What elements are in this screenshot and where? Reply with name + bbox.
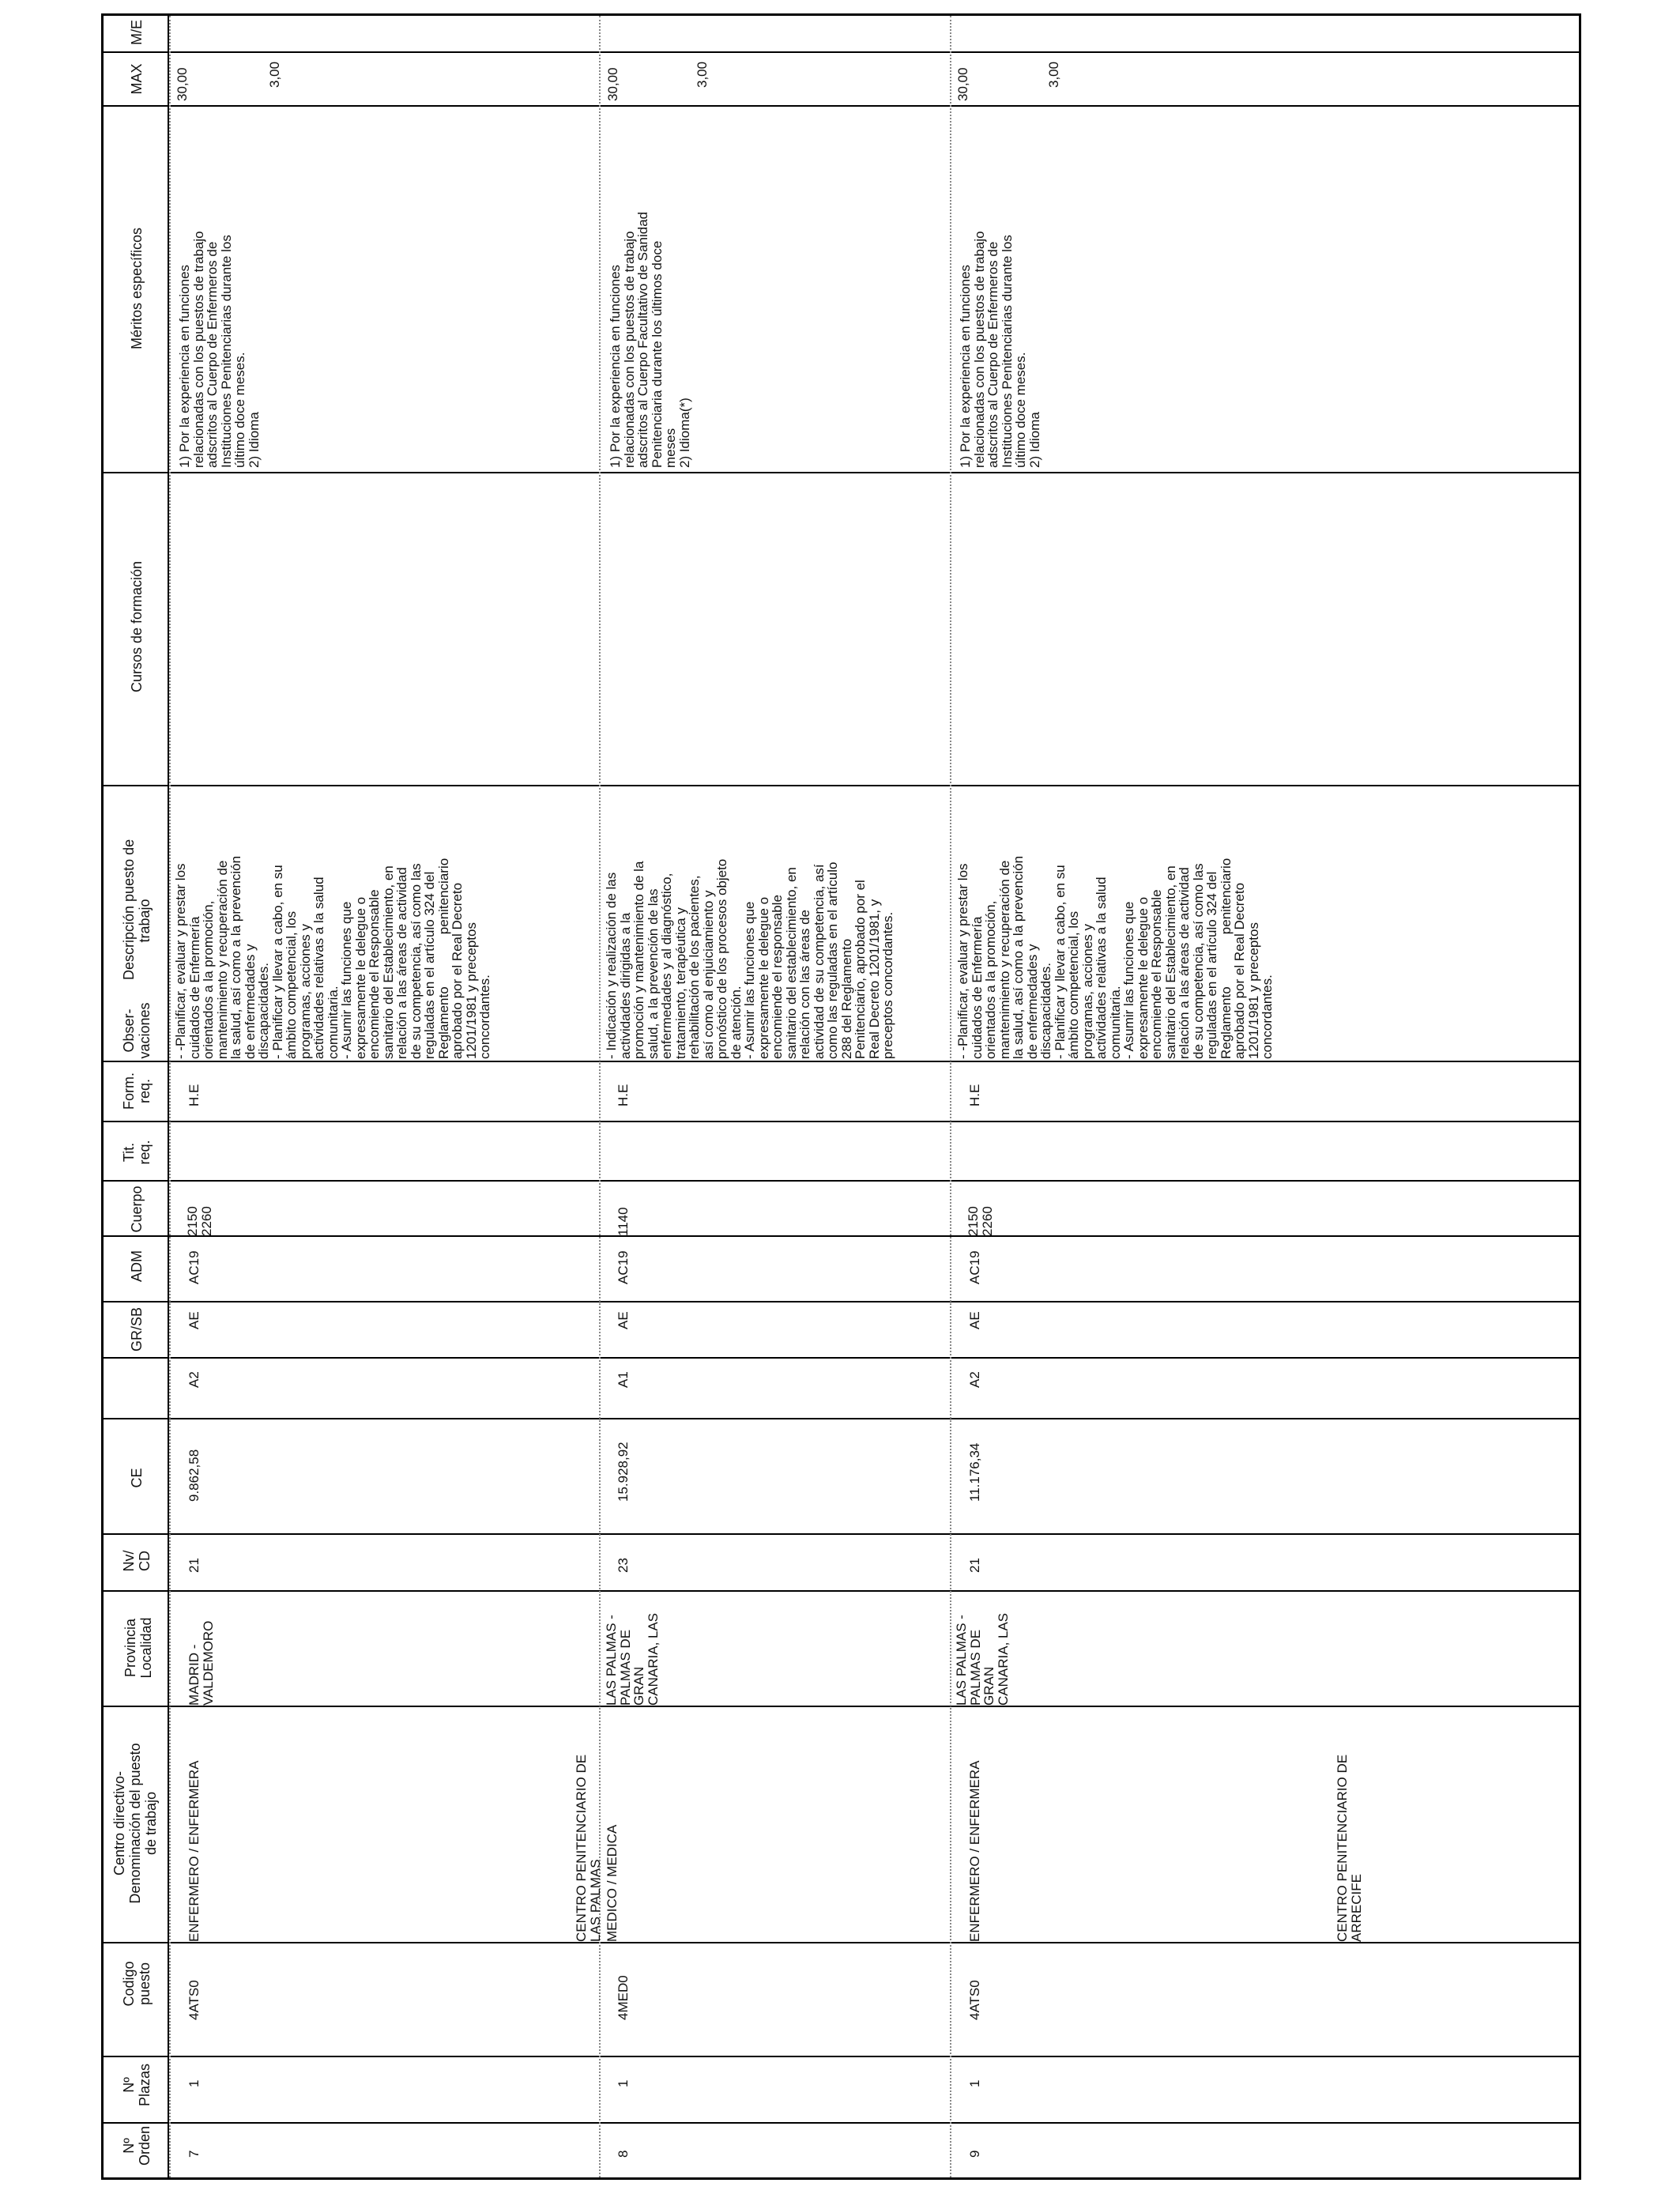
cell-ce: 9.862,58 [186, 1449, 202, 1502]
cell-orden: 9 [967, 2150, 982, 2158]
header-obs: Obser- vaciones [121, 1002, 153, 1059]
rule [101, 2177, 1580, 2180]
rule [101, 51, 1580, 53]
cell-cuerpo: AC19 [186, 1250, 202, 1284]
cell-provincia: LAS PALMAS - PALMAS DE GRAN CANARIA, LAS [954, 1612, 1011, 1706]
cell-tit: 2150 2260 [185, 1206, 214, 1236]
cell-cuerpo: AC19 [967, 1250, 982, 1284]
cell-obs: H.E [967, 1084, 982, 1106]
cell-centro: CENTRO PENITENCIARIO DE LAS PALMAS [574, 1754, 603, 1942]
header-tit: Tit. req. [121, 1140, 153, 1165]
header-plazas: Nº Plazas [121, 2063, 153, 2107]
cell-max: 30,00 [955, 67, 970, 101]
row-separator [950, 16, 951, 2177]
rule [1579, 13, 1581, 2180]
cell-ce: 11.176,34 [967, 1442, 982, 1502]
header-me: M/E [129, 19, 145, 45]
header-provincia: Provincia Localidad [122, 1617, 154, 1679]
cell-denominacion: ENFERMERO / ENFERMERA [186, 1760, 202, 1942]
rule [101, 1418, 1580, 1419]
header-cuerpo: Cuerpo [129, 1186, 145, 1233]
rule [101, 472, 1580, 473]
cell-meritos: 1) Por la experiencia en funciones relacionadas con los puestos de trabajo adscritos al Cuerpo de Enfermeros de Instituciones Penitenciarias durante los último doce meses. 2) Idioma [958, 231, 1042, 468]
rule [101, 13, 104, 2180]
header-grupo: GR/SB [129, 1307, 145, 1352]
rule [101, 1706, 1580, 1707]
row-separator [169, 16, 171, 2177]
header-centro: Centro directivo- Denominación del puesto de trabajo [111, 1743, 159, 1904]
cell-grupo: A2 [186, 1371, 202, 1388]
cell-denominacion: MEDICO / MEDICA [605, 1824, 620, 1942]
rule [101, 1301, 1580, 1302]
cell-codigo: 4MED0 [616, 1975, 631, 2020]
cell-provincia: LAS PALMAS - PALMAS DE GRAN CANARIA, LAS [604, 1612, 661, 1706]
cell-tit: 1140 [616, 1207, 631, 1236]
header-form: Form. req. [121, 1072, 153, 1110]
rule [101, 1121, 1580, 1122]
cell-plazas: 1 [186, 2079, 202, 2087]
cell-meritos: 1) Por la experiencia en funciones relacionadas con los puestos de trabajo adscritos al Cuerpo de Enfermeros de Instituciones Penitenciarias durante los último doce meses. 2) Idioma [177, 231, 262, 468]
cell-grupo: A2 [967, 1371, 982, 1388]
rule [101, 1590, 1580, 1592]
cell-obs: H.E [186, 1084, 202, 1106]
rule [101, 1061, 1580, 1062]
header-adm: ADM [129, 1250, 145, 1282]
cell-meritos: 1) Por la experiencia en funciones relacionadas con los puestos de trabajo adscritos al Cuerpo Facultativo de Sanidad Penitenciaria durante los últimos doce meses 2) Idioma(*) [608, 211, 692, 468]
header-ce: CE [129, 1468, 145, 1488]
cell-nivel: 23 [616, 1558, 631, 1573]
rule [101, 2056, 1580, 2057]
rule [101, 1942, 1580, 1943]
rule [101, 2122, 1580, 2124]
cell-plazas: 1 [616, 2079, 631, 2087]
cell-max-idioma: 3,00 [695, 61, 710, 88]
cell-codigo: 4ATS0 [186, 1980, 202, 2020]
cell-obs: H.E [616, 1084, 631, 1106]
cell-descripcion: - -Planificar, evaluar y prestar los cuidados de Enfermería orientados a la promoción, mantenimiento y recuperación de la salud, así como a la prevención de enfermedades y discapacidades. - Planificar y llevar a cabo, en su ámbito competencial, los programas, acciones y actividades relativas a la salud comunitaria. - Asumir las funciones que expresamente le delegue o encomiende el Responsable sanitario del Establecimiento, en relación a las áreas de actividad de su competencia, así como las reguladas en el artículo 324 del Reglamento penitenciario aprobado por el Real Decreto 1201/1981 y preceptos concordantes. [173, 855, 492, 1059]
rule [101, 785, 1580, 786]
cell-codigo: 4ATS0 [967, 1980, 982, 2020]
rule [101, 105, 1580, 107]
cell-orden: 7 [186, 2150, 202, 2158]
cell-nivel: 21 [186, 1558, 202, 1573]
cell-denominacion: ENFERMERO / ENFERMERA [967, 1760, 982, 1942]
rule [101, 1357, 1580, 1359]
header-orden: Nº Orden [121, 2125, 153, 2166]
cell-adm: AE [967, 1311, 982, 1329]
cell-ce: 15.928,92 [616, 1442, 631, 1502]
header-cursos: Cursos de formación [129, 560, 145, 693]
cell-plazas: 1 [967, 2079, 982, 2087]
rule [101, 1533, 1580, 1535]
cell-max-idioma: 3,00 [267, 61, 282, 88]
cell-max: 30,00 [175, 67, 190, 101]
cell-max: 30,00 [605, 67, 620, 101]
cell-orden: 8 [616, 2150, 631, 2158]
rule [101, 13, 1580, 16]
cell-max-idioma: 3,00 [1046, 61, 1061, 88]
header-max: MAX [129, 63, 145, 95]
rule [101, 1180, 1580, 1182]
header-descripcion: Descripción puesto de trabajo [121, 839, 153, 980]
cell-centro-next: CENTRO PENITENCIARIO DE ARRECIFE [1335, 1754, 1364, 1942]
cell-grupo: A1 [616, 1371, 631, 1388]
cell-descripcion: - Indicación y realización de las actividades dirigidas a la promoción y mantenimiento de la salud, a la prevención de las enfermedades y al diagnóstico, tratamiento, terapéutica y rehabilitación de los pacientes, así como al enjuiciamiento y pronóstico de los procesos objeto de atención. - Asumir las funciones que expresamente le delegue o encomiende el responsable sanitario del establecimiento, en relación con las áreas de actividad de su competencia, así como las reguladas en el artículo 288 del Reglamento Penitenciario, aprobado por el Real Decreto 1201/1981, y preceptos concordantes. [604, 858, 895, 1059]
cell-cuerpo: AC19 [616, 1250, 631, 1284]
cell-nivel: 21 [967, 1558, 982, 1573]
cell-tit: 2150 2260 [966, 1206, 995, 1236]
rule [101, 1235, 1580, 1237]
cell-provincia: MADRID - VALDEMORO [186, 1620, 216, 1706]
cell-adm: AE [186, 1311, 202, 1329]
header-codigo: Codigo puesto [121, 1961, 153, 2007]
cell-descripcion: - -Planificar, evaluar y prestar los cuidados de Enfermería orientados a la promoción, mantenimiento y recuperación de la salud, así como a la prevención de enfermedades y discapacidades. - Planificar y llevar a cabo, en su ámbito competencial, los programas, acciones y actividades relativas a la salud comunitaria. - Asumir las funciones que expresamente le delegue o encomiende el Responsable sanitario del Establecimiento, en relación a las áreas de actividad de su competencia, así como las reguladas en el artículo 324 del Reglamento penitenciario aprobado por el Real Decreto 1201/1981 y preceptos concordantes. [955, 855, 1275, 1059]
cell-adm: AE [616, 1311, 631, 1329]
header-meritos: Méritos específicos [129, 227, 145, 350]
header-nivel: Nv/ CD [121, 1550, 153, 1572]
